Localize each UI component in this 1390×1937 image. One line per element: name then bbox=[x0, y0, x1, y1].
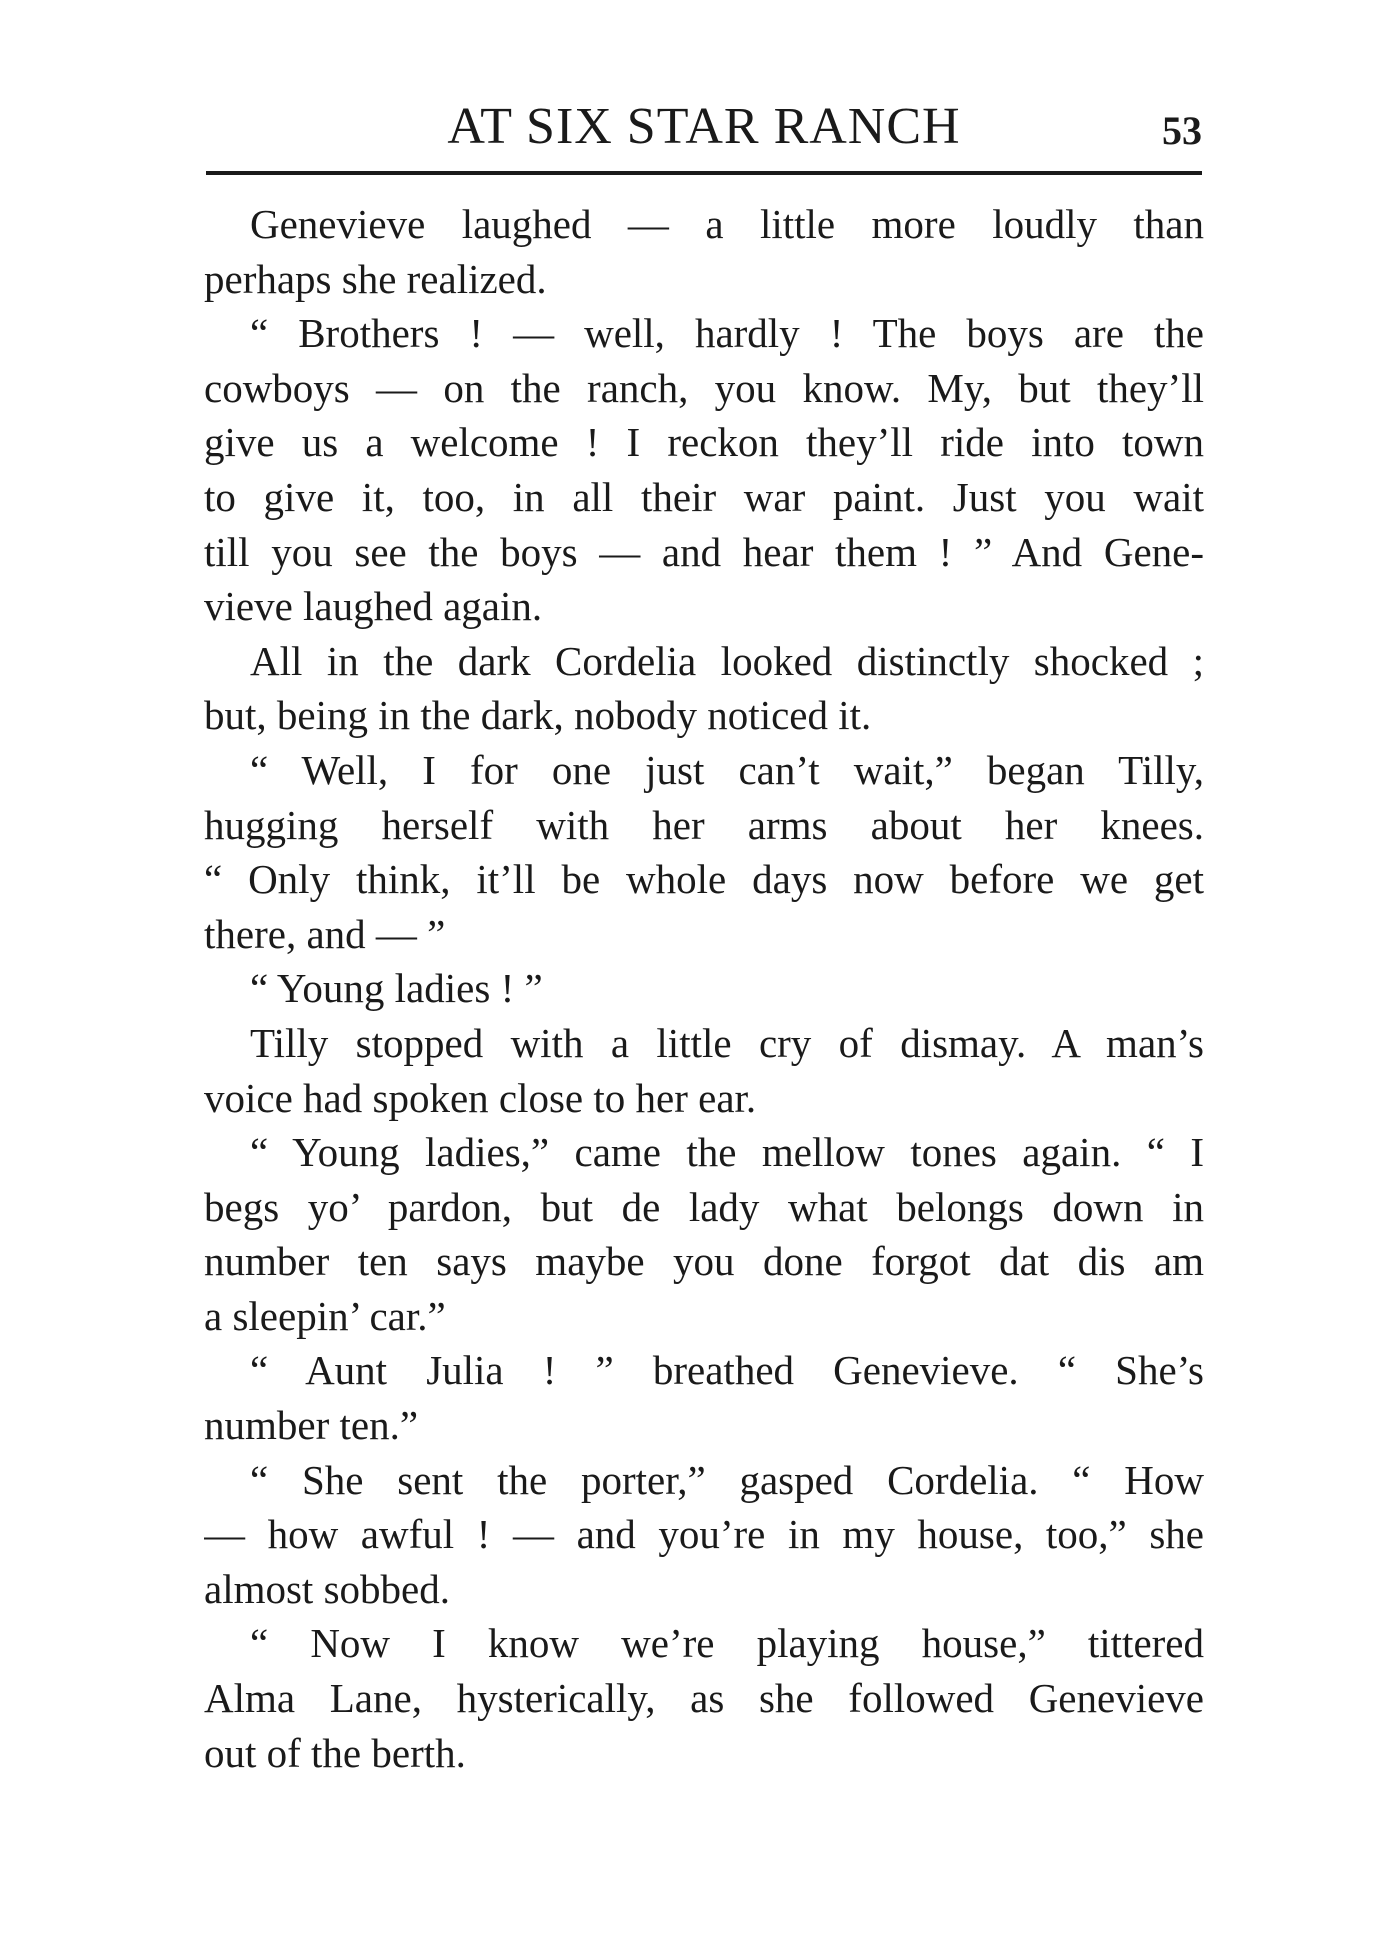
text-line: out of the berth. bbox=[204, 1729, 466, 1776]
header-rule bbox=[206, 171, 1202, 175]
text-line: give us a welcome ! I reckon they’ll ride into town bbox=[204, 419, 1204, 466]
text-line: All in the dark Cordelia looked distinctly shocked ; bbox=[250, 637, 1204, 684]
body-text bbox=[204, 197, 1204, 1780]
text-line: hugging herself with her arms about her knees. bbox=[204, 801, 1204, 848]
text-line: “ Aunt Julia ! ” breathed Genevieve. “ She’s bbox=[250, 1347, 1204, 1394]
text-line: “ Well, I for one just can’t wait,” began Tilly, bbox=[250, 746, 1204, 793]
text-line: perhaps she realized. bbox=[204, 255, 547, 302]
text-line: Alma Lane, hysterically, as she followed Genevieve bbox=[204, 1675, 1204, 1722]
text-line: number ten says maybe you done forgot dat dis am bbox=[204, 1238, 1204, 1285]
text-line: “ She sent the porter,” gasped Cordelia. “ How bbox=[250, 1456, 1204, 1503]
text-line: Tilly stopped with a little cry of dismay. A man’s bbox=[250, 1019, 1204, 1066]
text-line: till you see the boys — and hear them ! ” And Gene- bbox=[204, 528, 1204, 575]
text-line: “ Now I know we’re playing house,” tittered bbox=[250, 1620, 1204, 1667]
text-line: there, and — ” bbox=[204, 910, 446, 957]
text-line: almost sobbed. bbox=[204, 1565, 450, 1612]
text-line: voice had spoken close to her ear. bbox=[204, 1074, 757, 1121]
text-line: but, being in the dark, nobody noticed it. bbox=[204, 692, 872, 739]
running-head bbox=[206, 92, 1202, 162]
running-title: AT SIX STAR RANCH bbox=[447, 98, 961, 155]
text-line: “ Brothers ! — well, hardly ! The boys are the bbox=[250, 310, 1204, 357]
text-line: “ Only think, it’ll be whole days now before we get bbox=[204, 856, 1204, 903]
text-line: to give it, too, in all their war paint. Just you wait bbox=[204, 473, 1204, 520]
text-line: vieve laughed again. bbox=[204, 583, 543, 630]
text-line: “ Young ladies,” came the mellow tones again. “ I bbox=[250, 1129, 1204, 1176]
text-line: a sleepin’ car.” bbox=[204, 1292, 446, 1339]
text-line: — how awful ! — and you’re in my house, too,” she bbox=[204, 1511, 1204, 1558]
text-line: number ten.” bbox=[204, 1402, 419, 1449]
text-line: begs yo’ pardon, but de lady what belongs down in bbox=[204, 1183, 1204, 1230]
text-line: Genevieve laughed — a little more loudly than bbox=[250, 201, 1204, 247]
text-line: cowboys — on the ranch, you know. My, but they’ll bbox=[204, 364, 1204, 411]
page-number: 53 bbox=[1162, 108, 1202, 153]
text-line: “ Young ladies ! ” bbox=[250, 965, 543, 1012]
